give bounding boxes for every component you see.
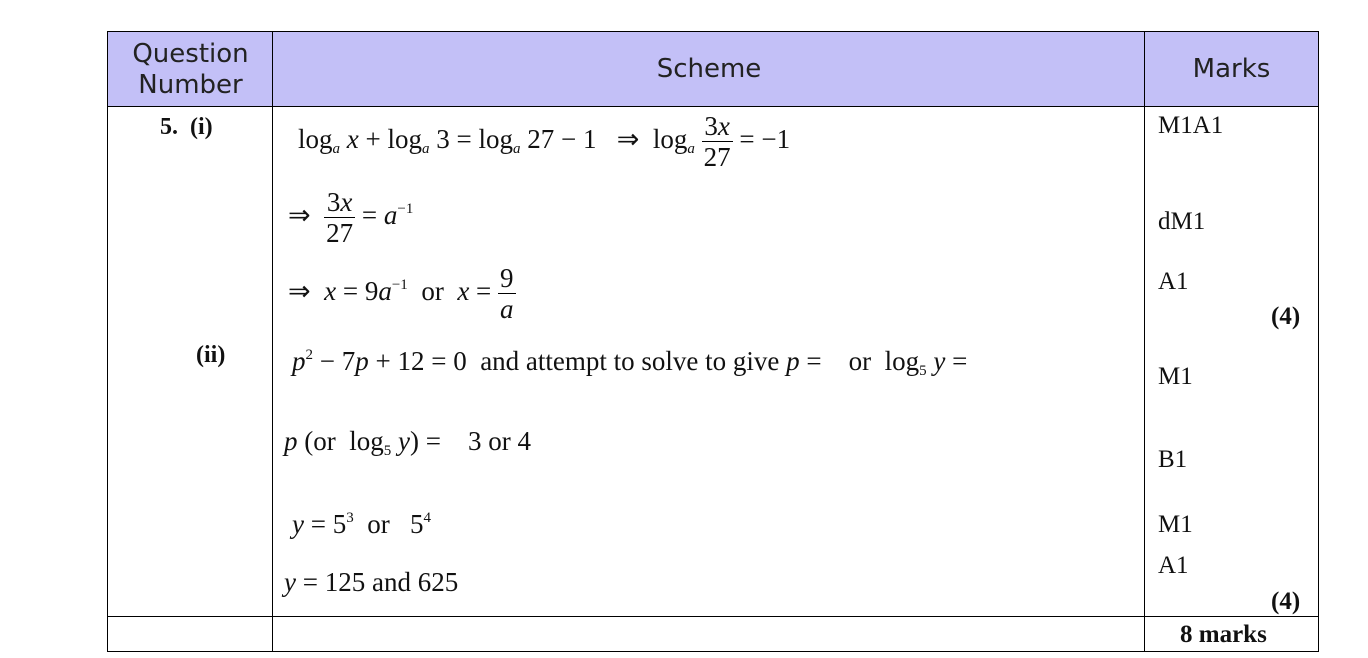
column-divider [272, 32, 273, 651]
question-number: 5. (i) [160, 114, 213, 140]
mark-scheme-table [107, 31, 1319, 652]
column-divider [1144, 32, 1145, 651]
mark-a1: A1 [1158, 268, 1189, 295]
mark-dm1: dM1 [1158, 208, 1206, 235]
scheme-line-4: $p^2 - 7p + 12 = 0$ and attempt to solve to give p = or $\log_5 y$ = [292, 346, 968, 379]
mark-m1: M1 [1158, 511, 1193, 538]
subtotal-part-i: (4) [1271, 303, 1301, 330]
part-ii-label: (ii) [196, 342, 226, 368]
mark-m1: M1 [1158, 363, 1193, 390]
mark-a1: A1 [1158, 552, 1189, 579]
scheme-line-6: $y = 5^3$ or $5^4$ [292, 509, 431, 539]
mark-b1: B1 [1158, 446, 1188, 473]
scheme-line-2: ⇒ $\frac{3x}{27}$ = $a^{-1}$ [288, 187, 414, 248]
header-marks: Marks [1145, 32, 1318, 107]
scheme-line-1: $\log_a x + \log_a 3 = \log_a 27 - 1$ ⇒ $\log_a$ $\frac{3x}{27}$ = −1 [298, 111, 791, 172]
header-scheme: Scheme [273, 32, 1145, 107]
mark-m1a1: M1A1 [1158, 112, 1224, 139]
header-divider [108, 106, 1318, 107]
header-question-number: Question Number [108, 32, 273, 107]
total-row-divider [108, 616, 1318, 617]
subtotal-part-ii: (4) [1271, 588, 1301, 615]
scheme-line-3: ⇒ $x = 9a^{-1}$ or x = $\frac{9}{a}$ [288, 263, 514, 324]
scheme-line-5: p (or $\log_5 y$) = 3 or 4 [284, 426, 531, 459]
scheme-line-7: y = 125 and 625 [284, 567, 459, 597]
total-marks: 8 marks [1180, 621, 1267, 648]
